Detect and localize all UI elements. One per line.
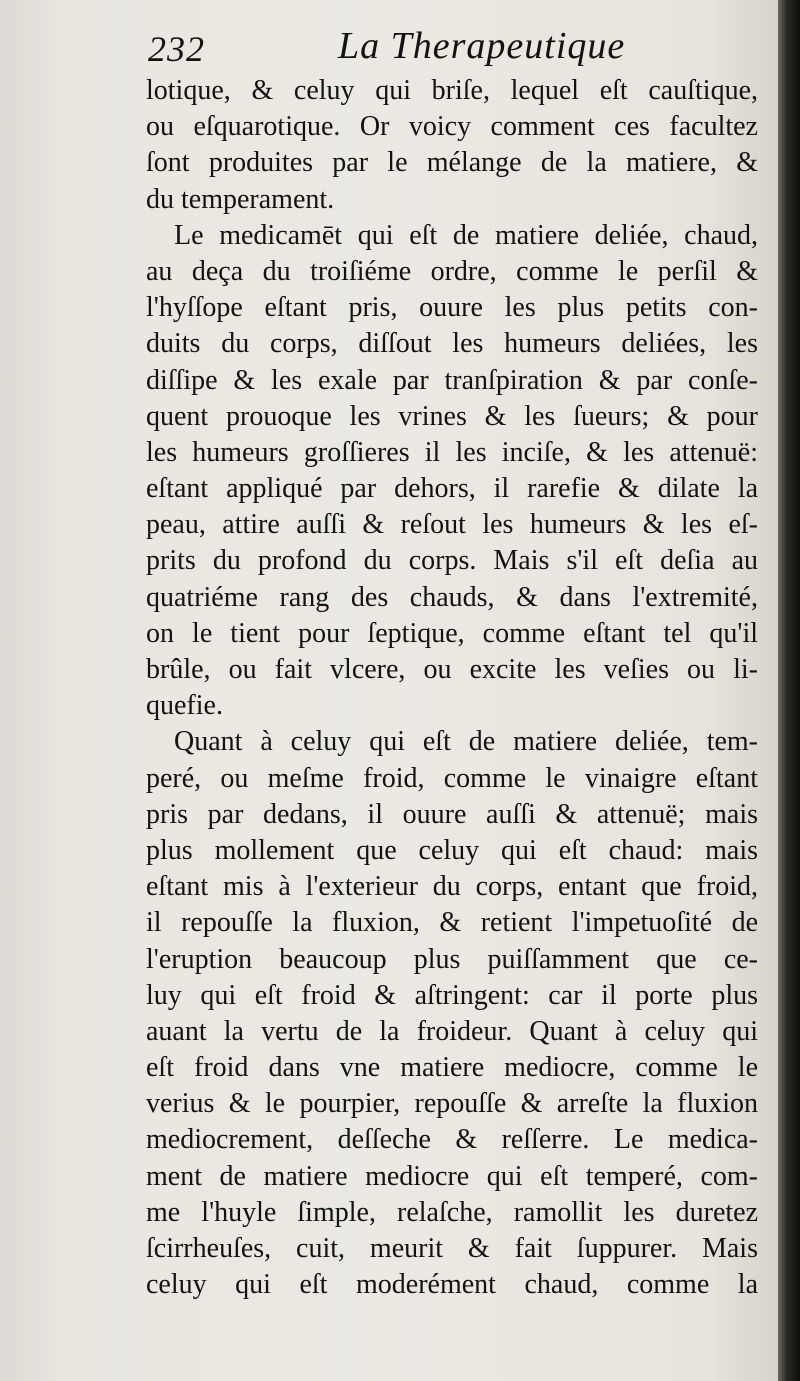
text-line: duits du corps, diſſout les humeurs deliées, les bbox=[146, 328, 758, 360]
text-line: ſcirrheuſes, cuit, meurit & fait ſuppurer. Mais bbox=[146, 1233, 758, 1264]
text-line: Le medicamēt qui eſt de matiere deliée, chaud, bbox=[174, 219, 758, 251]
text-line: verius & le pourpier, repouſſe & arreſte la fluxion bbox=[146, 1088, 758, 1120]
text-line: du temperament. bbox=[146, 183, 335, 215]
text-line: lotique, & celuy qui briſe, lequel eſt cauſtique, bbox=[146, 75, 758, 106]
running-title: La Therapeutique bbox=[338, 25, 626, 67]
text-line: plus mollement que celuy qui eſt chaud: mais bbox=[146, 834, 758, 866]
body-text bbox=[146, 73, 758, 1303]
text-line: eſt froid dans vne matiere mediocre, comme le bbox=[146, 1052, 758, 1084]
text-line: au deça du troiſiéme ordre, comme le perſil & bbox=[146, 255, 758, 287]
page-header bbox=[148, 24, 748, 74]
text-line: quent prouoque les vrines & les ſueurs; & pour bbox=[146, 400, 758, 432]
text-line: ou eſquarotique. Or voicy comment ces facultez bbox=[146, 111, 758, 143]
text-line: eſtant appliqué par dehors, il rarefie & dilate la bbox=[146, 473, 758, 505]
text-line: prits du profond du corps. Mais s'il eſt deſia au bbox=[146, 545, 758, 577]
text-line: brûle, ou fait vlcere, ou excite les veſies ou li- bbox=[146, 654, 758, 685]
text-line: peré, ou meſme froid, comme le vinaigre eſtant bbox=[146, 762, 758, 794]
text-line: celuy qui eſt moderément chaud, comme la bbox=[146, 1269, 758, 1301]
book-gutter-shadow bbox=[778, 0, 800, 1381]
text-line: peau, attire auſſi & reſout les humeurs & les eſ- bbox=[146, 509, 758, 541]
text-line: quefie. bbox=[146, 690, 223, 722]
text-line: quatriéme rang des chauds, & dans l'extremité, bbox=[146, 581, 758, 613]
text-line: pris par dedans, il ouure auſſi & attenuë; mais bbox=[146, 798, 758, 830]
text-line: ment de matiere mediocre qui eſt temperé, com- bbox=[146, 1160, 758, 1192]
text-line: luy qui eſt froid & aſtringent: car il porte plus bbox=[146, 979, 758, 1011]
text-line: diſſipe & les exale par tranſpiration & par conſe- bbox=[146, 364, 758, 396]
text-line: eſtant mis à l'exterieur du corps, entant que froid, bbox=[146, 871, 758, 903]
text-line: me l'huyle ſimple, relaſche, ramollit les duretez bbox=[146, 1196, 758, 1228]
text-line: les humeurs groſſieres il les inciſe, & les attenuë: bbox=[146, 436, 758, 468]
page-number: 232 bbox=[148, 29, 205, 69]
text-line: il repouſſe la fluxion, & retient l'impetuoſité de bbox=[146, 907, 758, 939]
text-line: l'hyſſope eſtant pris, ouure les plus petits con- bbox=[146, 292, 758, 324]
text-line: mediocrement, deſſeche & reſſerre. Le medica- bbox=[146, 1124, 758, 1156]
text-line: l'eruption beaucoup plus puiſſamment que ce- bbox=[146, 943, 758, 975]
text-line: ſont produites par le mélange de la matiere, & bbox=[146, 147, 758, 179]
text-line: Quant à celuy qui eſt de matiere deliée, tem- bbox=[174, 726, 758, 758]
text-line: on le tient pour ſeptique, comme eſtant tel qu'il bbox=[146, 617, 758, 649]
text-line: auant la vertu de la froideur. Quant à celuy qui bbox=[146, 1015, 758, 1047]
